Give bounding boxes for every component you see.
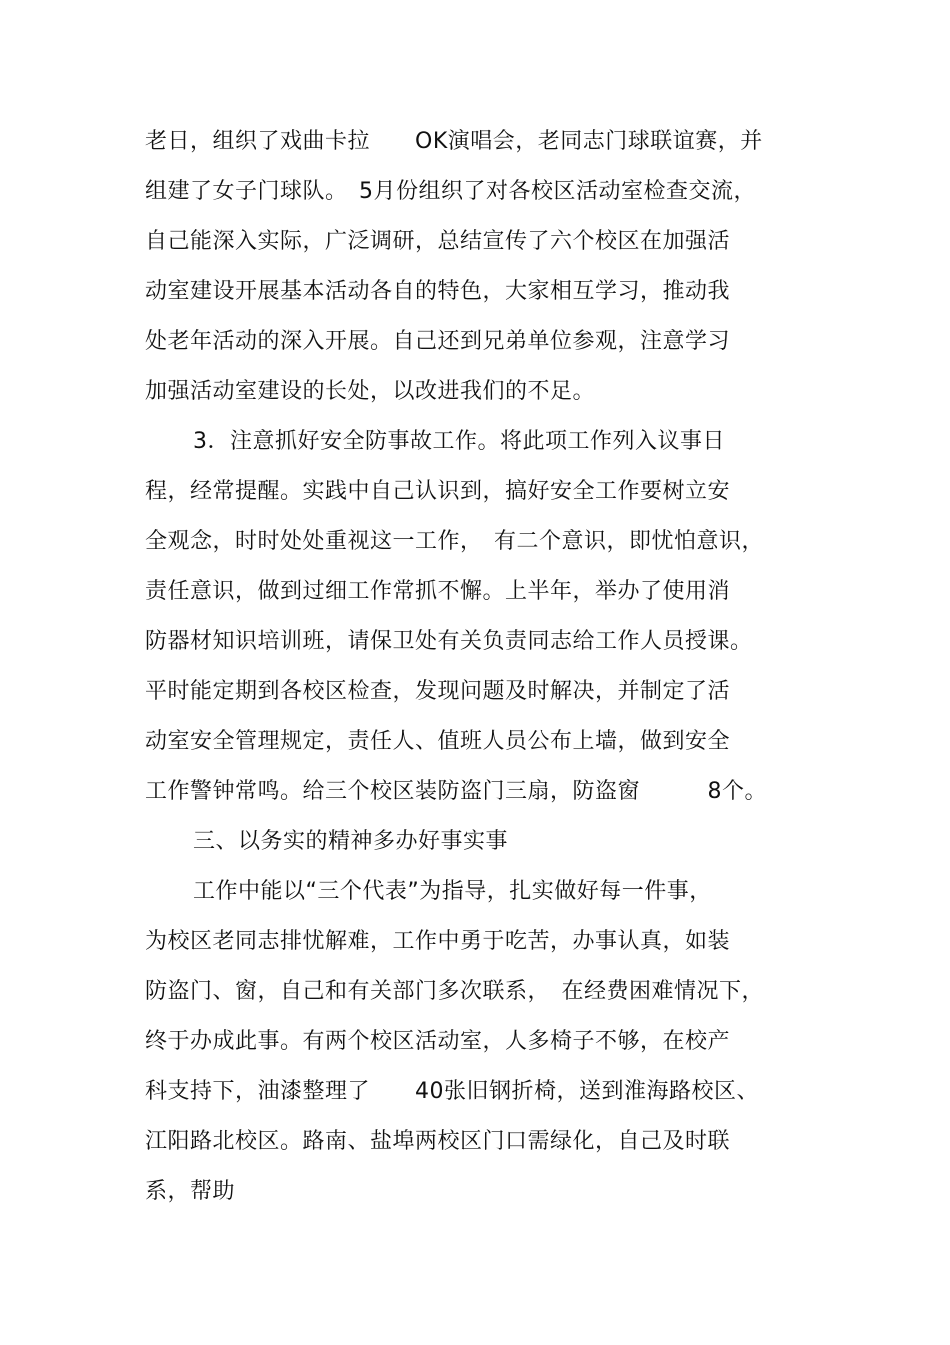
text-line: 3．注意抓好安全防事故工作。将此项工作列入议事日 <box>193 429 725 454</box>
section-heading: 三、以务实的精神多办好事实事 <box>193 829 509 854</box>
text-line: 系，帮助 <box>145 1179 236 1204</box>
text-line: 工作警钟常鸣。给三个校区装防盗门三扇，防盗窗 8个。 <box>145 779 767 804</box>
text-line: 防器材知识培训班，请保卫处有关负责同志给工作人员授课。 <box>145 629 753 654</box>
text-line: 江阳路北校区。路南、盐埠两校区门口需绿化，自己及时联 <box>145 1129 731 1154</box>
text-line: 动室建设开展基本活动各自的特色，大家相互学习，推动我 <box>145 279 731 304</box>
text-line: 动室安全管理规定，责任人、值班人员公布上墙，做到安全 <box>145 729 731 754</box>
text-line: 程，经常提醒。实践中自己认识到，搞好安全工作要树立安 <box>145 479 731 504</box>
text-line: 组建了女子门球队。 5月份组织了对各校区活动室检查交流， <box>145 179 756 204</box>
text-line: 处老年活动的深入开展。自己还到兄弟单位参观，注意学习 <box>145 329 731 354</box>
text-line: 老日，组织了戏曲卡拉 OK演唱会，老同志门球联谊赛，并 <box>145 129 763 154</box>
text-line: 为校区老同志排忧解难，工作中勇于吃苦，办事认真，如装 <box>145 929 731 954</box>
text-line: 终于办成此事。有两个校区活动室，人多椅子不够，在校产 <box>145 1029 731 1054</box>
text-line: 防盗门、窗，自己和有关部门多次联系， 在经费困难情况下， <box>145 979 765 1004</box>
text-line: 平时能定期到各校区检查，发现问题及时解决，并制定了活 <box>145 679 731 704</box>
text-line: 工作中能以“三个代表”为指导，扎实做好每一件事， <box>193 879 712 904</box>
text-line: 自己能深入实际，广泛调研，总结宣传了六个校区在加强活 <box>145 229 731 254</box>
text-line: 科支持下，油漆整理了 40张旧钢折椅，送到淮海路校区、 <box>145 1079 759 1104</box>
text-line: 责任意识，做到过细工作常抓不懈。上半年，举办了使用消 <box>145 579 731 604</box>
text-line: 加强活动室建设的长处，以改进我们的不足。 <box>145 379 596 404</box>
text-line: 全观念，时时处处重视这一工作， 有二个意识，即忧怕意识， <box>145 529 765 554</box>
